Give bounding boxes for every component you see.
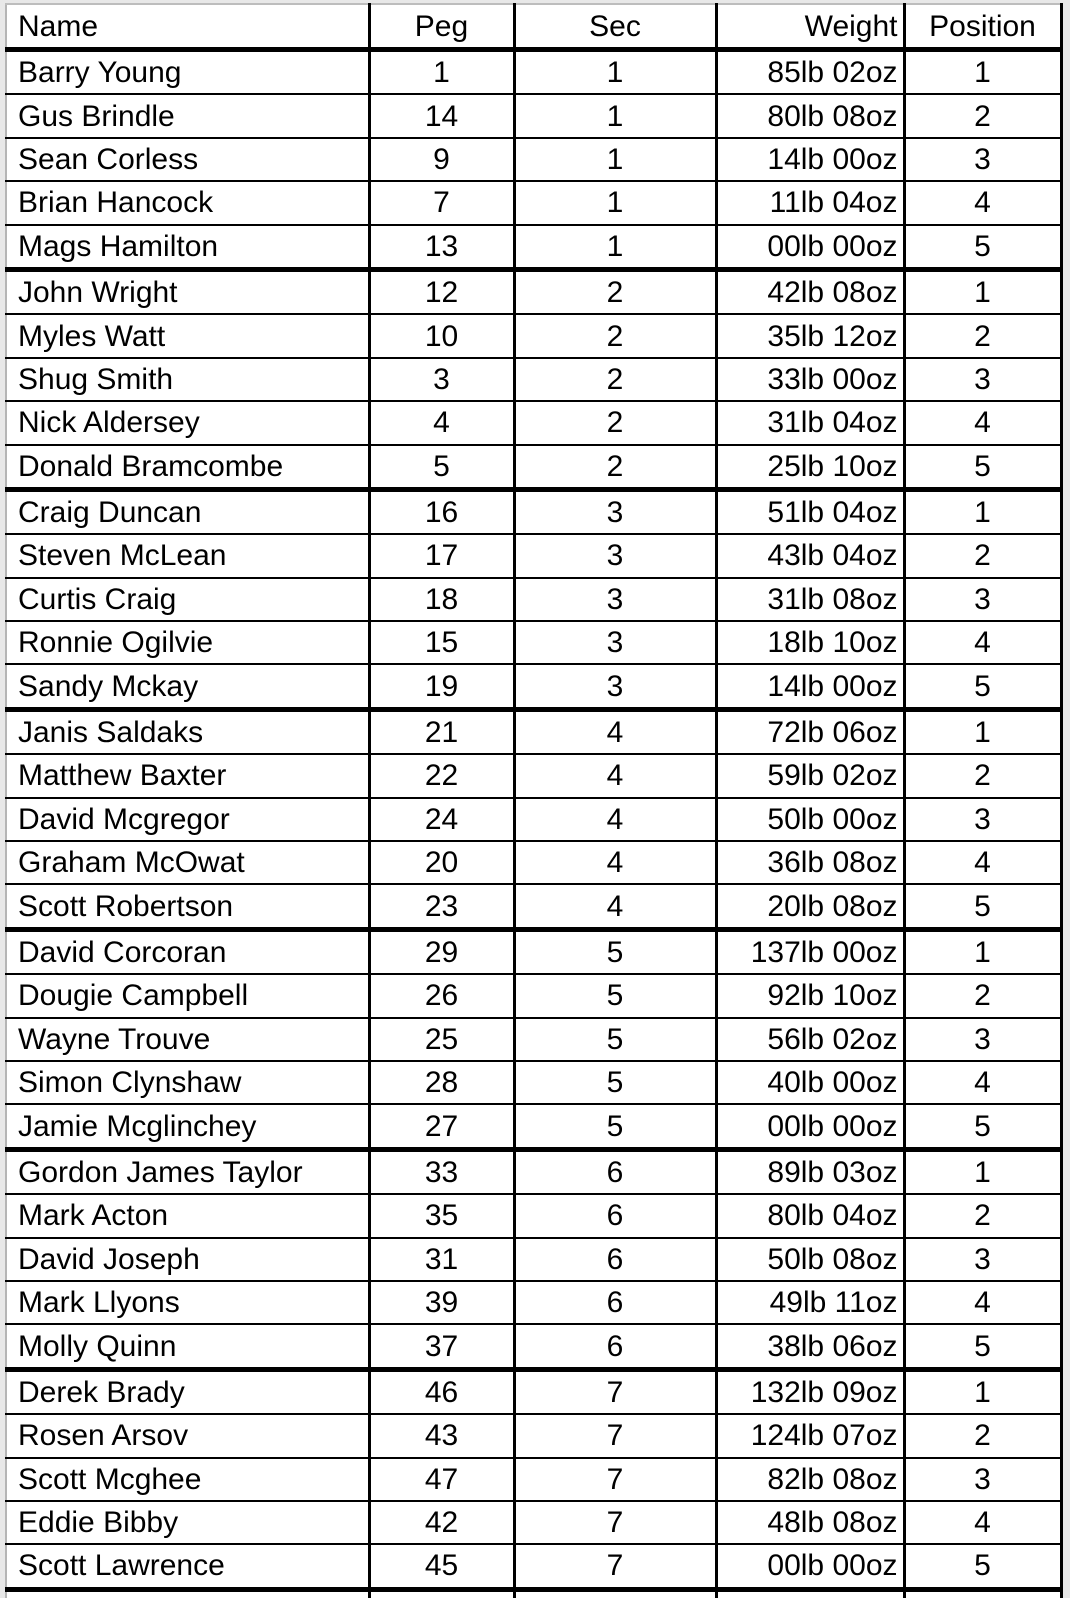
cell-position: 3 bbox=[904, 798, 1061, 841]
cell-peg: 4 bbox=[369, 401, 514, 444]
table-row bbox=[6, 401, 1061, 444]
cell-sec: 3 bbox=[514, 489, 716, 534]
column-header-weight: Weight bbox=[716, 4, 904, 50]
cell-position: 1 bbox=[904, 489, 1061, 534]
table-row bbox=[6, 534, 1061, 577]
cell-peg: 47 bbox=[369, 1458, 514, 1501]
cell-position: 1 bbox=[904, 709, 1061, 754]
column-header-name: Name bbox=[6, 4, 369, 50]
cell-sec: 4 bbox=[514, 884, 716, 929]
cell-position: 2 bbox=[904, 754, 1061, 797]
table-row bbox=[6, 974, 1061, 1017]
cell-name: Molly Quinn bbox=[6, 1324, 369, 1369]
cell-weight: 00lb 00oz bbox=[716, 225, 904, 270]
cell-sec: 7 bbox=[514, 1414, 716, 1457]
cell-sec: 7 bbox=[514, 1369, 716, 1414]
cell-name: Graham McOwat bbox=[6, 841, 369, 884]
cell-position: 4 bbox=[904, 841, 1061, 884]
cell-peg: 37 bbox=[369, 1324, 514, 1369]
cell-position: 1 bbox=[904, 929, 1061, 974]
cell-position: 2 bbox=[904, 94, 1061, 137]
cell-peg: 20 bbox=[369, 841, 514, 884]
cell-position: 3 bbox=[904, 1018, 1061, 1061]
cell-name: Matthew Baxter bbox=[6, 754, 369, 797]
cell-peg: 19 bbox=[369, 664, 514, 709]
cell-position: 4 bbox=[904, 621, 1061, 664]
cell-name: Myles Watt bbox=[6, 314, 369, 357]
cell-position: 2 bbox=[904, 974, 1061, 1017]
cell-peg: 23 bbox=[369, 884, 514, 929]
table-row bbox=[6, 1061, 1061, 1104]
cell-name: Sean Corless bbox=[6, 138, 369, 181]
cell-position: 4 bbox=[904, 181, 1061, 224]
column-header-sec: Sec bbox=[514, 4, 716, 50]
cell-sec: 6 bbox=[514, 1149, 716, 1194]
cell-name: Mags Hamilton bbox=[6, 225, 369, 270]
table-row bbox=[6, 578, 1061, 621]
cell-position: 3 bbox=[904, 138, 1061, 181]
table-row bbox=[6, 225, 1061, 270]
cell-weight-empty bbox=[716, 1589, 904, 1598]
cell-position: 1 bbox=[904, 269, 1061, 314]
cell-position: 5 bbox=[904, 664, 1061, 709]
table-row bbox=[6, 1544, 1061, 1589]
cell-name: Derek Brady bbox=[6, 1369, 369, 1414]
cell-sec: 4 bbox=[514, 709, 716, 754]
table-row bbox=[6, 269, 1061, 314]
cell-weight: 92lb 10oz bbox=[716, 974, 904, 1017]
cell-peg: 3 bbox=[369, 358, 514, 401]
partial-next-row bbox=[6, 1589, 1061, 1598]
cell-name: Brian Hancock bbox=[6, 181, 369, 224]
table-row bbox=[6, 1018, 1061, 1061]
cell-weight: 11lb 04oz bbox=[716, 181, 904, 224]
cell-weight: 18lb 10oz bbox=[716, 621, 904, 664]
header-row bbox=[6, 4, 1061, 50]
table-row bbox=[6, 1238, 1061, 1281]
table-row bbox=[6, 1369, 1061, 1414]
cell-peg: 16 bbox=[369, 489, 514, 534]
cell-name: Gordon James Taylor bbox=[6, 1149, 369, 1194]
table-row bbox=[6, 50, 1061, 95]
table-row bbox=[6, 489, 1061, 534]
cell-peg: 29 bbox=[369, 929, 514, 974]
cell-position: 5 bbox=[904, 225, 1061, 270]
cell-position: 1 bbox=[904, 1149, 1061, 1194]
cell-position: 4 bbox=[904, 1281, 1061, 1324]
cell-weight: 49lb 11oz bbox=[716, 1281, 904, 1324]
cell-sec: 7 bbox=[514, 1501, 716, 1544]
table-row bbox=[6, 884, 1061, 929]
cell-sec: 1 bbox=[514, 225, 716, 270]
cell-name: Scott Mcghee bbox=[6, 1458, 369, 1501]
cell-sec: 2 bbox=[514, 445, 716, 490]
cell-weight: 40lb 00oz bbox=[716, 1061, 904, 1104]
cell-weight: 50lb 08oz bbox=[716, 1238, 904, 1281]
cell-name: Scott Lawrence bbox=[6, 1544, 369, 1589]
cell-sec: 1 bbox=[514, 138, 716, 181]
cell-name: Gus Brindle bbox=[6, 94, 369, 137]
cell-weight: 00lb 00oz bbox=[716, 1104, 904, 1149]
cell-sec: 3 bbox=[514, 621, 716, 664]
cell-position: 2 bbox=[904, 314, 1061, 357]
cell-name: Mark Llyons bbox=[6, 1281, 369, 1324]
cell-peg: 43 bbox=[369, 1414, 514, 1457]
cell-weight: 56lb 02oz bbox=[716, 1018, 904, 1061]
cell-name: Shug Smith bbox=[6, 358, 369, 401]
cell-name: Wayne Trouve bbox=[6, 1018, 369, 1061]
cell-weight: 00lb 00oz bbox=[716, 1544, 904, 1589]
cell-position-empty bbox=[904, 1589, 1061, 1598]
cell-peg: 42 bbox=[369, 1501, 514, 1544]
cell-position: 1 bbox=[904, 1369, 1061, 1414]
cell-weight: 20lb 08oz bbox=[716, 884, 904, 929]
cell-sec: 6 bbox=[514, 1194, 716, 1237]
cell-name: Rosen Arsov bbox=[6, 1414, 369, 1457]
table-row bbox=[6, 181, 1061, 224]
cell-weight: 35lb 12oz bbox=[716, 314, 904, 357]
cell-sec: 6 bbox=[514, 1281, 716, 1324]
table-row bbox=[6, 1194, 1061, 1237]
cell-position: 4 bbox=[904, 1501, 1061, 1544]
cell-position: 5 bbox=[904, 445, 1061, 490]
cell-sec: 4 bbox=[514, 754, 716, 797]
cell-position: 3 bbox=[904, 578, 1061, 621]
cell-name: Scott Robertson bbox=[6, 884, 369, 929]
cell-sec: 2 bbox=[514, 401, 716, 444]
cell-peg: 5 bbox=[369, 445, 514, 490]
cell-sec: 1 bbox=[514, 50, 716, 95]
cell-peg: 10 bbox=[369, 314, 514, 357]
cell-peg: 28 bbox=[369, 1061, 514, 1104]
cell-peg: 31 bbox=[369, 1238, 514, 1281]
table-row bbox=[6, 314, 1061, 357]
cell-name: David Mcgregor bbox=[6, 798, 369, 841]
cell-peg: 22 bbox=[369, 754, 514, 797]
cell-name: Craig Duncan bbox=[6, 489, 369, 534]
results-body bbox=[6, 50, 1061, 1598]
cell-weight: 31lb 04oz bbox=[716, 401, 904, 444]
cell-sec: 5 bbox=[514, 929, 716, 974]
cell-peg: 13 bbox=[369, 225, 514, 270]
cell-weight: 14lb 00oz bbox=[716, 138, 904, 181]
cell-position: 3 bbox=[904, 1238, 1061, 1281]
cell-weight: 137lb 00oz bbox=[716, 929, 904, 974]
cell-weight: 33lb 00oz bbox=[716, 358, 904, 401]
cell-peg-empty bbox=[369, 1589, 514, 1598]
cell-peg: 35 bbox=[369, 1194, 514, 1237]
cell-peg: 46 bbox=[369, 1369, 514, 1414]
cell-peg: 33 bbox=[369, 1149, 514, 1194]
cell-position: 5 bbox=[904, 1544, 1061, 1589]
cell-name: Jamie Mcglinchey bbox=[6, 1104, 369, 1149]
cell-peg: 39 bbox=[369, 1281, 514, 1324]
cell-position: 2 bbox=[904, 1414, 1061, 1457]
cell-name: Steven McLean bbox=[6, 534, 369, 577]
cell-name: Eddie Bibby bbox=[6, 1501, 369, 1544]
cell-sec: 2 bbox=[514, 314, 716, 357]
cell-position: 4 bbox=[904, 1061, 1061, 1104]
cell-name: David Joseph bbox=[6, 1238, 369, 1281]
cell-name: Simon Clynshaw bbox=[6, 1061, 369, 1104]
cell-weight: 38lb 06oz bbox=[716, 1324, 904, 1369]
column-header-position: Position bbox=[904, 4, 1061, 50]
cell-peg: 15 bbox=[369, 621, 514, 664]
cell-sec: 1 bbox=[514, 181, 716, 224]
cell-peg: 45 bbox=[369, 1544, 514, 1589]
cell-name: Mark Acton bbox=[6, 1194, 369, 1237]
table-row bbox=[6, 841, 1061, 884]
cell-sec: 5 bbox=[514, 1061, 716, 1104]
cell-name: Curtis Craig bbox=[6, 578, 369, 621]
cell-weight: 43lb 04oz bbox=[716, 534, 904, 577]
cell-weight: 31lb 08oz bbox=[716, 578, 904, 621]
cell-weight: 132lb 09oz bbox=[716, 1369, 904, 1414]
cell-name: Sandy Mckay bbox=[6, 664, 369, 709]
table-row bbox=[6, 664, 1061, 709]
cell-weight: 50lb 00oz bbox=[716, 798, 904, 841]
cell-peg: 17 bbox=[369, 534, 514, 577]
cell-peg: 25 bbox=[369, 1018, 514, 1061]
cell-sec: 5 bbox=[514, 1104, 716, 1149]
cell-peg: 26 bbox=[369, 974, 514, 1017]
cell-name: Dougie Campbell bbox=[6, 974, 369, 1017]
cell-position: 5 bbox=[904, 1324, 1061, 1369]
cell-weight: 51lb 04oz bbox=[716, 489, 904, 534]
cell-weight: 25lb 10oz bbox=[716, 445, 904, 490]
cell-peg: 7 bbox=[369, 181, 514, 224]
cell-weight: 14lb 00oz bbox=[716, 664, 904, 709]
table-row bbox=[6, 621, 1061, 664]
cell-peg: 21 bbox=[369, 709, 514, 754]
cell-name: Donald Bramcombe bbox=[6, 445, 369, 490]
cell-sec: 7 bbox=[514, 1458, 716, 1501]
cell-weight: 82lb 08oz bbox=[716, 1458, 904, 1501]
table-row bbox=[6, 358, 1061, 401]
table-row bbox=[6, 1104, 1061, 1149]
cell-weight: 80lb 08oz bbox=[716, 94, 904, 137]
cell-position: 2 bbox=[904, 1194, 1061, 1237]
cell-peg: 12 bbox=[369, 269, 514, 314]
cell-position: 4 bbox=[904, 401, 1061, 444]
table-row bbox=[6, 709, 1061, 754]
table-row bbox=[6, 798, 1061, 841]
cell-weight: 72lb 06oz bbox=[716, 709, 904, 754]
table-row bbox=[6, 1501, 1061, 1544]
cell-position: 3 bbox=[904, 1458, 1061, 1501]
cell-peg: 27 bbox=[369, 1104, 514, 1149]
cell-sec: 6 bbox=[514, 1324, 716, 1369]
table-row bbox=[6, 1414, 1061, 1457]
results-table bbox=[5, 3, 1063, 1598]
cell-name: John Wright bbox=[6, 269, 369, 314]
cell-sec: 2 bbox=[514, 358, 716, 401]
table-row bbox=[6, 138, 1061, 181]
table-row bbox=[6, 1281, 1061, 1324]
cell-position: 5 bbox=[904, 884, 1061, 929]
cell-position: 2 bbox=[904, 534, 1061, 577]
cell-name: Janis Saldaks bbox=[6, 709, 369, 754]
cell-sec: 6 bbox=[514, 1238, 716, 1281]
cell-weight: 59lb 02oz bbox=[716, 754, 904, 797]
cell-name: Barry Young bbox=[6, 50, 369, 95]
cell-weight: 48lb 08oz bbox=[716, 1501, 904, 1544]
table-row bbox=[6, 754, 1061, 797]
cell-name: David Corcoran bbox=[6, 929, 369, 974]
cell-sec: 5 bbox=[514, 1018, 716, 1061]
cell-name: Nick Aldersey bbox=[6, 401, 369, 444]
cell-sec: 3 bbox=[514, 534, 716, 577]
table-row bbox=[6, 445, 1061, 490]
cell-peg: 18 bbox=[369, 578, 514, 621]
cell-weight: 124lb 07oz bbox=[716, 1414, 904, 1457]
cell-position: 1 bbox=[904, 50, 1061, 95]
cell-peg: 24 bbox=[369, 798, 514, 841]
cell-name-empty bbox=[6, 1589, 369, 1598]
cell-weight: 80lb 04oz bbox=[716, 1194, 904, 1237]
cell-sec-empty bbox=[514, 1589, 716, 1598]
table-row bbox=[6, 1324, 1061, 1369]
cell-weight: 89lb 03oz bbox=[716, 1149, 904, 1194]
cell-weight: 36lb 08oz bbox=[716, 841, 904, 884]
cell-sec: 4 bbox=[514, 841, 716, 884]
cell-sec: 4 bbox=[514, 798, 716, 841]
cell-sec: 3 bbox=[514, 664, 716, 709]
cell-sec: 2 bbox=[514, 269, 716, 314]
cell-name: Ronnie Ogilvie bbox=[6, 621, 369, 664]
table-row bbox=[6, 94, 1061, 137]
cell-weight: 42lb 08oz bbox=[716, 269, 904, 314]
cell-peg: 1 bbox=[369, 50, 514, 95]
column-header-peg: Peg bbox=[369, 4, 514, 50]
cell-sec: 1 bbox=[514, 94, 716, 137]
cell-sec: 5 bbox=[514, 974, 716, 1017]
table-row bbox=[6, 1458, 1061, 1501]
cell-peg: 9 bbox=[369, 138, 514, 181]
cell-sec: 7 bbox=[514, 1544, 716, 1589]
cell-weight: 85lb 02oz bbox=[716, 50, 904, 95]
cell-sec: 3 bbox=[514, 578, 716, 621]
table-row bbox=[6, 929, 1061, 974]
cell-position: 5 bbox=[904, 1104, 1061, 1149]
cell-peg: 14 bbox=[369, 94, 514, 137]
table-row bbox=[6, 1149, 1061, 1194]
cell-position: 3 bbox=[904, 358, 1061, 401]
